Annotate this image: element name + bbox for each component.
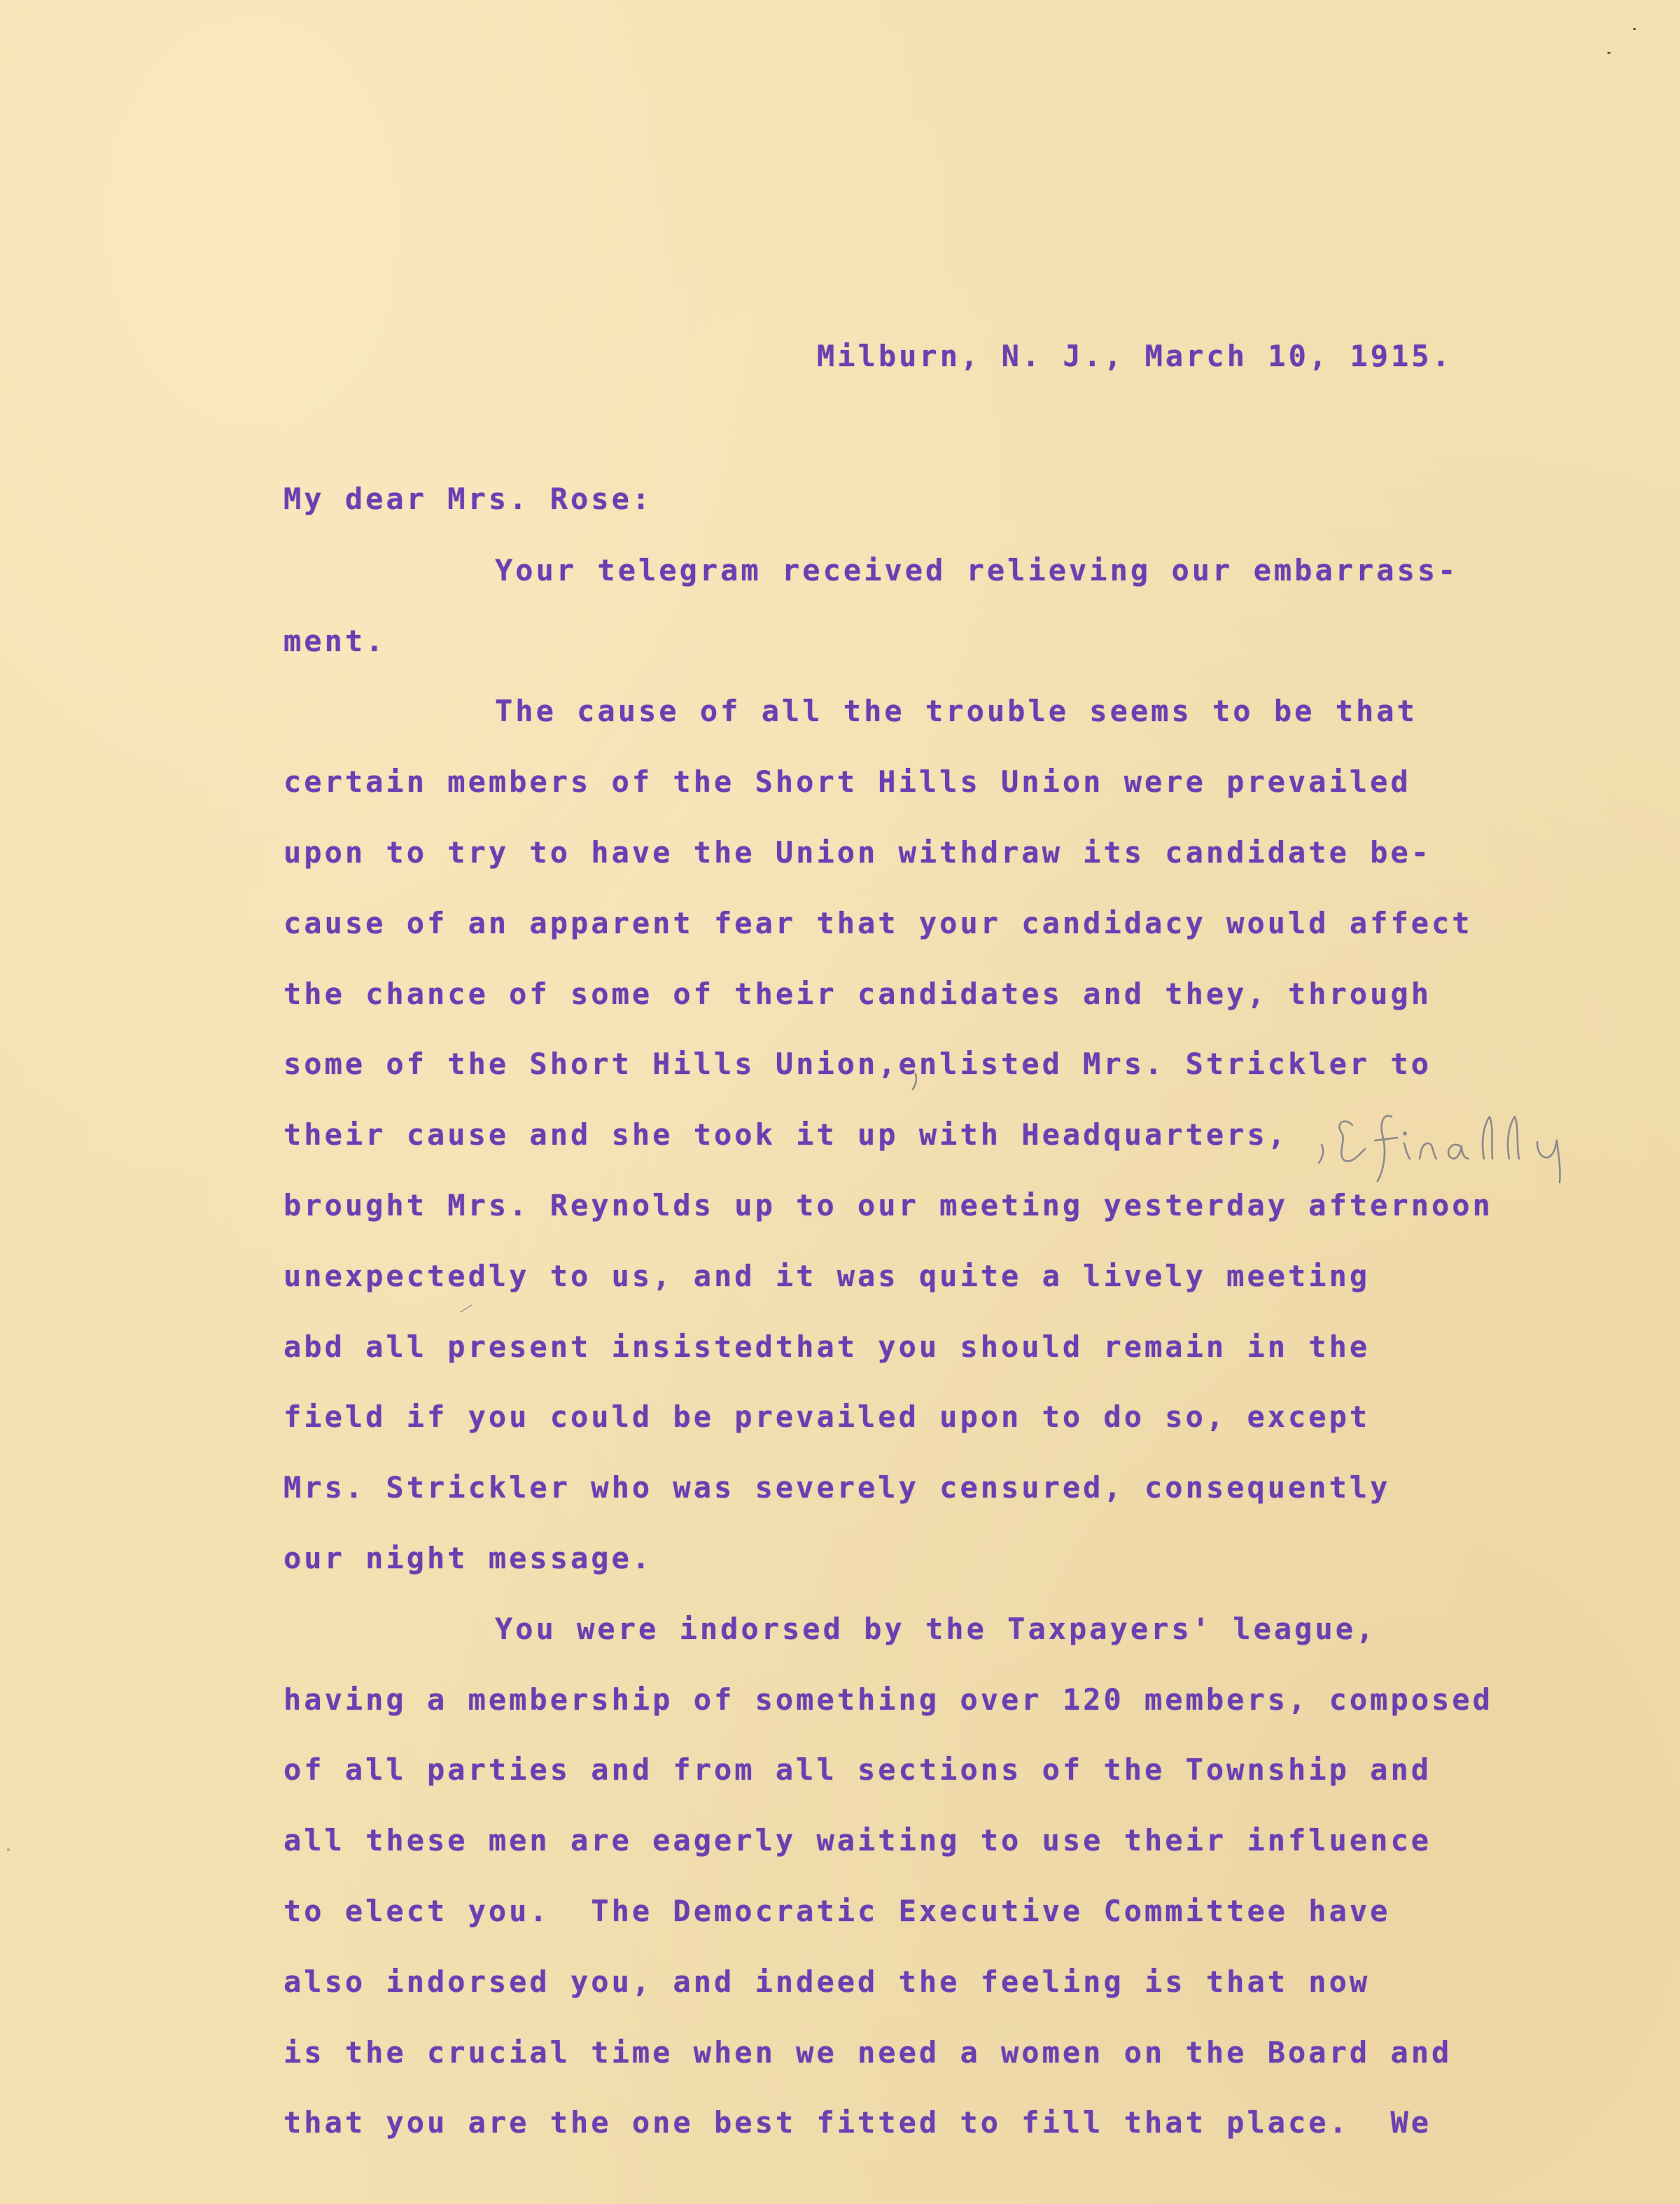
body-line: Mrs. Strickler who was severely censured, consequently [284, 1470, 1391, 1505]
body-line: to elect you. The Democratic Executive Committee have [284, 1894, 1391, 1928]
body-line: the chance of some of their candidates and they, through [284, 977, 1432, 1011]
body-line: ment. [284, 624, 386, 658]
body-line: cause of an apparent fear that your candidacy would affect [284, 906, 1473, 940]
paper-speck [7, 1848, 10, 1851]
body-line: certain members of the Short Hills Union were prevailed [284, 765, 1411, 799]
pencil-tick-mark [459, 1304, 473, 1313]
body-line: their cause and she took it up with Headquarters, [284, 1117, 1289, 1152]
body-line: brought Mrs. Reynolds up to our meeting yesterday afternoon [284, 1188, 1493, 1222]
body-line: is the crucial time when we need a women on the Board and [284, 2035, 1452, 2070]
body-line: some of the Short Hills Union,enlisted Mrs. Strickler to [284, 1047, 1432, 1081]
body-line: of all parties and from all sections of the Township and [284, 1752, 1432, 1787]
body-line: upon to try to have the Union withdraw its candidate be- [284, 835, 1432, 870]
body-line: having a membership of something over 120 members, composed [284, 1682, 1493, 1717]
paper-speck [1607, 52, 1611, 54]
body-line: You were indorsed by the Taxpayers' league, [495, 1612, 1377, 1646]
body-line: that you are the one best fitted to fill that place. We [284, 2105, 1432, 2140]
dateline: Milburn, N. J., March 10, 1915. [817, 339, 1452, 373]
body-line: field if you could be prevailed upon to do so, except [284, 1400, 1371, 1434]
body-line: our night message. [284, 1541, 653, 1575]
paper-speck [1633, 28, 1636, 30]
salutation: My dear Mrs. Rose: [284, 482, 653, 516]
pencil-comma-mark [910, 1073, 921, 1091]
body-line: also indorsed you, and indeed the feeling is that now [284, 1965, 1371, 1999]
body-line: unexpectedly to us, and it was quite a lively meeting [284, 1259, 1371, 1293]
body-line: abd all present insistedthat you should remain in the [284, 1330, 1371, 1364]
body-line: The cause of all the trouble seems to be that [495, 694, 1418, 728]
body-line: Your telegram received relieving our embarrass- [495, 553, 1459, 587]
body-line: all these men are eagerly waiting to use their influence [284, 1823, 1432, 1857]
handwritten-insertion-image [1316, 1096, 1575, 1187]
